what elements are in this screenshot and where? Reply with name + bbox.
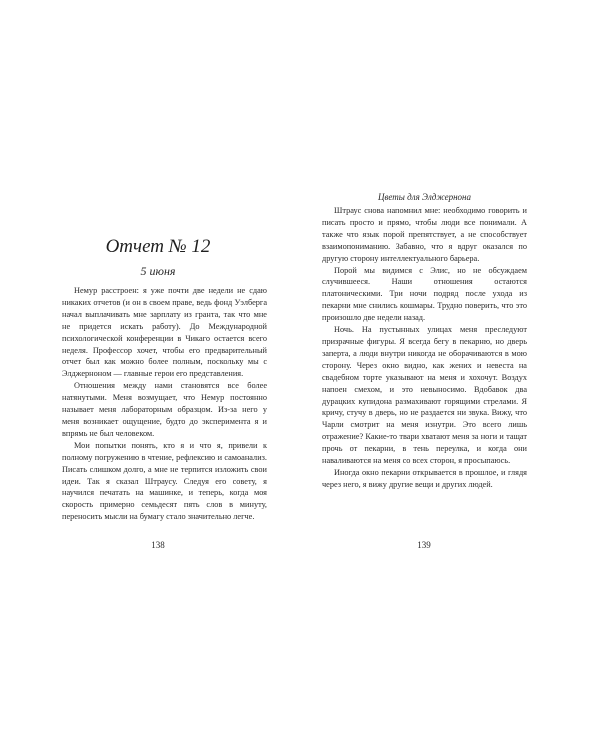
chapter-title: Отчет № 12 bbox=[105, 236, 211, 257]
page-number-left: 138 bbox=[151, 540, 165, 550]
running-header: Цветы для Элджернона bbox=[377, 192, 472, 202]
left-body-text bbox=[62, 285, 267, 523]
paragraph: Отношения между нами становятся все более натянутыми. Меня возмущает, что Немур постоянно называет меня лабораторным образцом. Из-за него у меня возникает ощущение, будто до эксперимента я и впрямь не был человеком. bbox=[62, 381, 267, 438]
right-body-text bbox=[322, 205, 527, 491]
page-number-right: 139 bbox=[417, 540, 431, 550]
paragraph: Штраус снова напомнил мне: необходимо говорить и писать просто и прямо, чтобы люди все понимали. А также что язык порой препятствует, а не способствует взаимопониманию. Забавно, что я вдруг оказался по другую сторону интеллектуального барьера. bbox=[322, 206, 527, 263]
right-page bbox=[300, 0, 600, 750]
paragraph: Иногда окно пекарни открывается в прошлое, и глядя через него, я вижу другие вещи и других людей. bbox=[322, 467, 527, 489]
paragraph: Ночь. На пустынных улицах меня преследуют призрачные фигуры. Я всегда бегу в пекарню, но дверь заперта, а люди внутри никогда не оборачиваются в мою сторону. Через окно видно, как жених и невеста на свадебном торте указывают на меня и хохочут. Воздух напоен смехом, и это невыносимо. Вдобавок два дурацких купидона размахивают горящими стрелами. Я кричу, стучу в дверь, но не раздается ни звука. Вижу, что Чарли смотрит на меня изнутри. Это всего лишь отражение? Какие-то твари хватают меня за ноги и тащат прочь от пекарни, в тень переулка, и когда они наваливаются на меня со всех сторон, я просыпаюсь. bbox=[322, 325, 527, 466]
paragraph: Немур расстроен: я уже почти две недели не сдаю никаких отчетов (и он в своем праве, ведь фонд Уэлберга начал выплачивать мне зарплату из гранта, так что мне не придется искать работу). До Международной психологической конференции в Чикаго остается всего неделя. Профессор хочет, чтобы его предварительный отчет был как можно более полным, поскольку мы с Элджерноном — главные герои его представления. bbox=[62, 286, 267, 379]
entry-date: 5 июня bbox=[140, 264, 176, 278]
paragraph: Мои попытки понять, кто я и что я, привели к полному погружению в чтение, рефлексию и самоанализ. Писать слишком долго, а мне не терпится изложить свои идеи. Так я сказал Штраусу. Следуя его совету, я научился печатать на машинке, и теперь, когда моя скорость примерно семьдесят пять слов в минуту, переносить мысли на бумагу стало значительно легче. bbox=[62, 440, 267, 522]
paragraph: Порой мы видимся с Элис, но не обсуждаем случившееся. Наши отношения остаются платоническими. Три ночи подряд после ухода из пекарни мне снились кошмары. Трудно поверить, что это произошло две недели назад. bbox=[322, 265, 527, 323]
